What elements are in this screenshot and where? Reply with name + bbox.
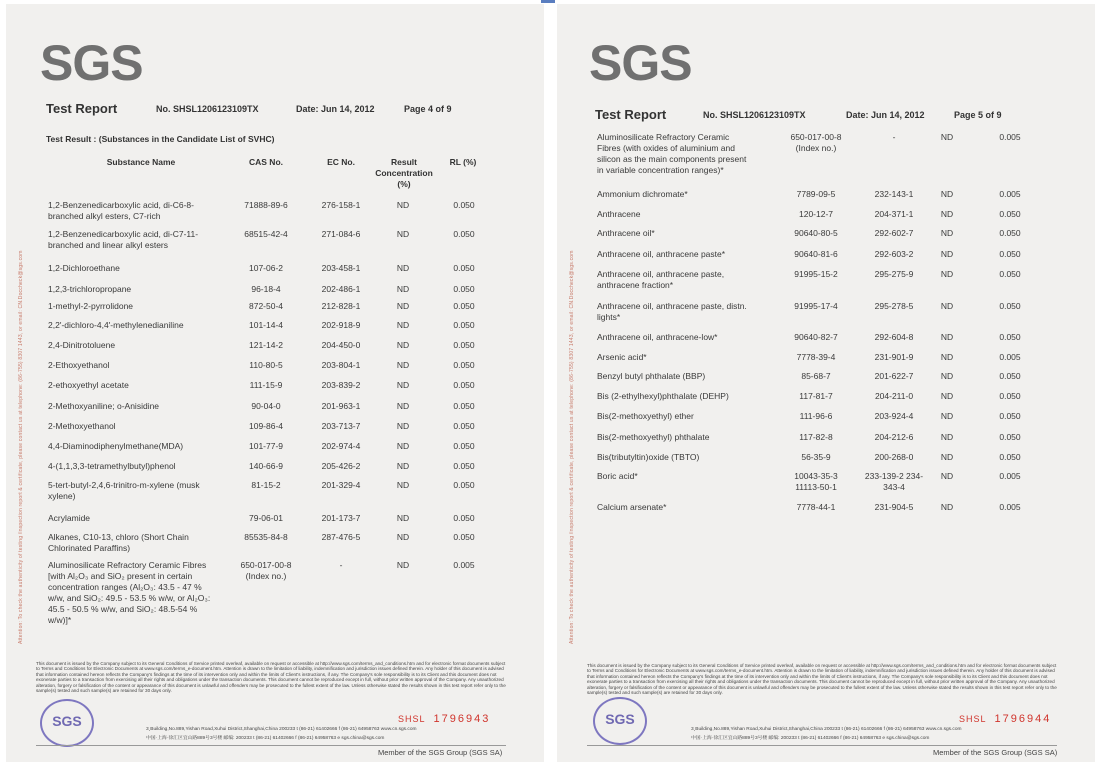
cas-number-cell: 85-68-7: [801, 371, 831, 381]
substance-name-cell: Anthracene oil, anthracene-low*: [597, 332, 718, 342]
substance-name-cell: Aluminosilicate Refractory Ceramic Fibres [with Al₂O₃ and SiO₂ present in certain concentration ranges (Al₂O₃: 43.5 - 47 % w/w, and SiO₂: 49.5 - 53.5 % w/w, or Al₂O₃: 45.5 - 50.5 % w/w, and SiO₂: 48.5-54 % w/w)]*: [48, 560, 211, 625]
sgs-logo: SGS: [40, 35, 143, 91]
ec-number-cell: 203-839-2: [321, 380, 361, 390]
cas-number-cell: 101-14-4: [248, 320, 284, 330]
reporting-limit-cell: 0.050: [999, 249, 1021, 259]
cas-number-cell: 650-017-00-8 (Index no.): [790, 132, 842, 153]
result-cell: ND: [396, 301, 410, 311]
cas-number-cell: 101-77-9: [248, 441, 284, 451]
substance-name-cell: Calcium arsenate*: [597, 502, 667, 512]
substance-name-cell: Anthracene oil, anthracene paste*: [597, 249, 726, 259]
reporting-limit-cell: 0.050: [999, 432, 1021, 442]
result-cell: ND: [940, 332, 954, 342]
result-cell: ND: [940, 502, 954, 512]
substance-name-cell: 4,4-Diaminodiphenylmethane(MDA): [48, 441, 184, 451]
cas-number-cell: 120-12-7: [798, 209, 834, 219]
legal-disclaimer: This document is issued by the Company subject to its General Conditions of Service printed overleaf, available on request or accessible at http://www.sgs.com/terms_and_conditions.htm and for electronic format documents subject to Terms and Conditions for Electronic Documents at www.sgs.com/terms_e-document.htm. Attention is drawn to the limitation of liability, indemnification and jurisdiction issues defined therein. Any holder of this document is advised that information contained hereon reflects the Company's findings at the time of its intervention only and within the limits of Client's instructions, if any. The Company's sole responsibility is to its Client and this document does not exonerate parties to a transaction from exercising all their rights and obligations under the transaction documents. This document cannot be reproduced except in full, without prior written approval of the Company. Any unauthorized alteration, forgery or falsification of the content or appearance of this document is unlawful and offenders may be prosecuted to the fullest extent of the law. Unless otherwise stated the results shown in this test report refer only to the sample(s) tested and such sample(s) are retained for 30 days only.: [36, 661, 506, 694]
column-header-substance: Substance Name: [106, 157, 176, 167]
cas-number-cell: 91995-15-2: [794, 269, 838, 279]
ec-number-cell: 203-804-1: [321, 360, 361, 370]
result-cell: ND: [940, 209, 954, 219]
reporting-limit-cell: 0.050: [453, 480, 475, 490]
column-header-result: Result Concentration (%): [375, 157, 433, 189]
cas-number-cell: 90640-80-5: [794, 228, 838, 238]
result-cell: ND: [940, 228, 954, 238]
reporting-limit-cell: 0.050: [453, 229, 475, 239]
address-line-cn: 中国·上海·徐汇区宜山路889号3号楼 邮编: 200233 t (86-21) 61402666 f (86-21) 64958763 e sgs.china@sgs.com: [146, 736, 385, 741]
substance-name-cell: Boric acid*: [597, 471, 638, 481]
reporting-limit-cell: 0.005: [999, 502, 1021, 512]
ec-number-cell: 287-476-5: [321, 532, 361, 542]
cas-number-cell: 90640-82-7: [794, 332, 838, 342]
page-number: Page 5 of 9: [954, 110, 1002, 120]
cas-number-cell: 121-14-2: [248, 340, 284, 350]
legal-disclaimer: This document is issued by the Company subject to its General Conditions of Service printed overleaf, available on request or accessible at http://www.sgs.com/terms_and_conditions.htm and for electronic format documents subject to Terms and Conditions for Electronic Documents at www.sgs.com/terms_e-document.htm. Attention is drawn to the limitation of liability, indemnification and jurisdiction issues defined therein. Any holder of this document is advised that information contained hereon reflects the Company's findings at the time of its intervention only and within the limits of Client's instructions, if any. The Company's sole responsibility is to its Client and this document does not exonerate parties to a transaction from exercising all their rights and obligations under the transaction documents. This document cannot be reproduced except in full, without prior written approval of the Company. Any unauthorized alteration, forgery or falsification of the content or appearance of this document is unlawful and offenders may be prosecuted to the fullest extent of the law. Unless otherwise stated the results shown in this test report refer only to the sample(s) tested and such sample(s) are retained for 30 days only.: [587, 663, 1057, 696]
address-line-en: 3˳Building,No.889,Yishan Road,Xuhui District,Shanghai,China 200233 t (86-21) 61402666 f (86-21) 64958763 www.cn.sgs.com: [691, 727, 962, 732]
substance-name-cell: Benzyl butyl phthalate (BBP): [597, 371, 706, 381]
reporting-limit-cell: 0.050: [453, 401, 475, 411]
ec-number-cell: 204-371-1: [874, 209, 914, 219]
substance-name-cell: Anthracene oil, anthracene paste, distn. lights*: [597, 301, 747, 322]
cas-number-cell: 109-86-4: [248, 421, 284, 431]
result-cell: ND: [940, 452, 954, 462]
cas-number-cell: 56-35-9: [801, 452, 831, 462]
ec-number-cell: 212-828-1: [321, 301, 361, 311]
result-cell: ND: [396, 480, 410, 490]
cas-number-cell: 117-82-8: [799, 432, 833, 442]
substance-name-cell: 2-Methoxyaniline; o-Anisidine: [48, 401, 160, 411]
result-cell: ND: [396, 401, 410, 411]
sgs-stamp: SGS: [593, 697, 647, 745]
substance-name-cell: 1,2-Benzenedicarboxylic acid, di-C7-11-branched and linear alkyl esters: [48, 229, 199, 250]
result-cell: ND: [396, 340, 410, 350]
serial-label: SHSL: [398, 714, 426, 724]
substance-name-cell: Aluminosilicate Refractory Ceramic Fibres (with oxides of aluminium and silicon as the main components present in variable concentration ranges)*: [597, 132, 747, 175]
substance-name-cell: Bis(tributyltin)oxide (TBTO): [597, 452, 700, 462]
result-cell: ND: [940, 411, 954, 421]
cas-number-cell: 107-06-2: [248, 263, 284, 273]
serial-number: [959, 713, 1051, 725]
ec-number-cell: -: [892, 132, 896, 142]
reporting-limit-cell: 0.050: [453, 421, 475, 431]
substance-name-cell: 2-Ethoxyethanol: [48, 360, 110, 370]
substance-name-cell: Anthracene: [597, 209, 641, 219]
ec-number-cell: 232-143-1: [874, 189, 914, 199]
result-cell: ND: [396, 229, 410, 239]
reporting-limit-cell: 0.050: [453, 301, 475, 311]
substance-name-cell: 5-tert-butyl-2,4,6-trinitro-m-xylene (musk xylene): [48, 480, 200, 501]
ec-number-cell: 205-426-2: [321, 461, 361, 471]
result-cell: ND: [396, 380, 410, 390]
substance-name-cell: Bis(2-methoxyethyl) ether: [597, 411, 694, 421]
reporting-limit-cell: 0.005: [999, 189, 1021, 199]
reporting-limit-cell: 0.050: [999, 332, 1021, 342]
ec-number-cell: 203-458-1: [321, 263, 361, 273]
report-title: Test Report: [595, 107, 667, 122]
reporting-limit-cell: 0.005: [999, 471, 1021, 481]
reporting-limit-cell: 0.050: [999, 411, 1021, 421]
result-cell: ND: [396, 461, 410, 471]
result-cell: ND: [940, 249, 954, 259]
substance-name-cell: Alkanes, C10-13, chloro (Short Chain Chlorinated Paraffins): [48, 532, 189, 553]
result-cell: ND: [940, 432, 954, 442]
ec-number-cell: 292-604-8: [874, 332, 914, 342]
cas-number-cell: 117-81-7: [799, 391, 833, 401]
result-cell: ND: [396, 421, 410, 431]
result-cell: ND: [396, 263, 410, 273]
cas-number-cell: 85535-84-8: [244, 532, 288, 542]
substance-name-cell: 1,2-Benzenedicarboxylic acid, di-C6-8-branched alkyl esters, C7-rich: [48, 200, 194, 221]
result-cell: ND: [940, 189, 954, 199]
substance-name-cell: Anthracene oil, anthracene paste, anthracene fraction*: [597, 269, 725, 290]
reporting-limit-cell: 0.050: [453, 284, 475, 294]
cas-number-cell: 140-66-9: [248, 461, 284, 471]
report-date: Date: Jun 14, 2012: [846, 110, 925, 120]
result-cell: ND: [940, 132, 954, 142]
ec-number-cell: 233-139-2 234-343-4: [864, 471, 924, 492]
reporting-limit-cell: 0.050: [453, 461, 475, 471]
footer-rule: [587, 745, 1057, 746]
substance-name-cell: Bis(2-methoxyethyl) phthalate: [597, 432, 710, 442]
substance-name-cell: Bis (2-ethylhexyl)phthalate (DEHP): [597, 391, 729, 401]
column-header-ec: EC No.: [327, 157, 355, 167]
ec-number-cell: -: [339, 560, 343, 570]
substance-name-cell: 1-methyl-2-pyrrolidone: [48, 301, 134, 311]
cas-number-cell: 68515-42-4: [244, 229, 288, 239]
cas-number-cell: 7778-44-1: [796, 502, 836, 512]
result-cell: ND: [940, 471, 954, 481]
ec-number-cell: 292-603-2: [874, 249, 914, 259]
cas-number-cell: 96-18-4: [251, 284, 281, 294]
ec-number-cell: 202-974-4: [321, 441, 361, 451]
reporting-limit-cell: 0.050: [999, 301, 1021, 311]
serial-label: SHSL: [959, 714, 987, 724]
column-header-rl: RL (%): [449, 157, 477, 167]
report-date: Date: Jun 14, 2012: [296, 104, 375, 114]
cas-number-cell: 81-15-2: [251, 480, 281, 490]
reporting-limit-cell: 0.050: [453, 263, 475, 273]
ec-number-cell: 203-924-4: [874, 411, 914, 421]
reporting-limit-cell: 0.005: [999, 132, 1021, 142]
cas-number-cell: 71888-89-6: [244, 200, 288, 210]
result-cell: ND: [940, 269, 954, 279]
reporting-limit-cell: 0.050: [999, 391, 1021, 401]
cas-number-cell: 90640-81-6: [794, 249, 838, 259]
cas-number-cell: 872-50-4: [248, 301, 284, 311]
sgs-stamp: SGS: [40, 699, 94, 747]
result-cell: ND: [396, 284, 410, 294]
ec-number-cell: 201-329-4: [321, 480, 361, 490]
ec-number-cell: 276-158-1: [321, 200, 361, 210]
result-cell: ND: [396, 560, 410, 570]
reporting-limit-cell: 0.050: [453, 513, 475, 523]
substance-name-cell: 2,2'-dichloro-4,4'-methylenedianiline: [48, 320, 184, 330]
result-cell: ND: [396, 532, 410, 542]
member-line: Member of the SGS Group (SGS SA): [378, 748, 503, 757]
reporting-limit-cell: 0.005: [999, 352, 1021, 362]
substance-name-cell: 2-ethoxyethyl acetate: [48, 380, 129, 390]
ec-number-cell: 204-450-0: [321, 340, 361, 350]
cas-number-cell: 7789-09-5: [796, 189, 836, 199]
reporting-limit-cell: 0.050: [999, 228, 1021, 238]
cas-number-cell: 79-06-01: [248, 513, 284, 523]
ec-number-cell: 200-268-0: [874, 452, 914, 462]
cas-number-cell: 111-15-9: [249, 380, 283, 390]
authenticity-side-note: Attention: To check the authenticity of testing /inspection report & certificate, please contact us at telephone: (86-755) 8307 1443, or email: CN.Doccheck@sgs.com: [569, 250, 575, 644]
result-cell: ND: [396, 320, 410, 330]
ec-number-cell: 202-486-1: [321, 284, 361, 294]
substance-name-cell: 2,4-Dinitrotoluene: [48, 340, 116, 350]
report-page-5: [557, 4, 1095, 762]
result-cell: ND: [940, 391, 954, 401]
top-edge-mark: [541, 0, 555, 3]
sgs-logo: SGS: [589, 35, 692, 91]
report-number: No. SHSL1206123109TX: [703, 110, 806, 120]
ec-number-cell: 295-275-9: [874, 269, 914, 279]
serial-value: 1796944: [994, 713, 1052, 725]
reporting-limit-cell: 0.050: [453, 380, 475, 390]
substance-name-cell: Ammonium dichromate*: [597, 189, 688, 199]
cas-number-cell: 10043-35-3 11113-50-1: [794, 471, 838, 492]
result-cell: ND: [940, 301, 954, 311]
substance-name-cell: Arsenic acid*: [597, 352, 647, 362]
ec-number-cell: 204-212-6: [874, 432, 914, 442]
report-title: Test Report: [46, 101, 118, 116]
substance-name-cell: 2-Methoxyethanol: [48, 421, 116, 431]
ec-number-cell: 231-904-5: [874, 502, 914, 512]
reporting-limit-cell: 0.050: [999, 371, 1021, 381]
ec-number-cell: 202-918-9: [321, 320, 361, 330]
reporting-limit-cell: 0.050: [453, 200, 475, 210]
substance-name-cell: 1,2,3-trichloropropane: [48, 284, 132, 294]
cas-number-cell: 650-017-00-8 (Index no.): [240, 560, 292, 581]
reporting-limit-cell: 0.005: [453, 560, 475, 570]
authenticity-side-note: Attention: To check the authenticity of testing /inspection report & certificate, please contact us at telephone: (86-755) 8307 1443, or email: CN.Doccheck@sgs.com: [18, 250, 24, 644]
cas-number-cell: 7778-39-4: [796, 352, 836, 362]
cas-number-cell: 111-96-6: [799, 411, 833, 421]
serial-value: 1796943: [433, 713, 491, 725]
substance-name-cell: Acrylamide: [48, 513, 91, 523]
reporting-limit-cell: 0.050: [453, 340, 475, 350]
serial-number: [398, 713, 490, 725]
reporting-limit-cell: 0.050: [453, 320, 475, 330]
ec-number-cell: 201-622-7: [874, 371, 914, 381]
reporting-limit-cell: 0.050: [999, 269, 1021, 279]
address-line-en: 3˳Building,No.889,Yishan Road,Xuhui District,Shanghai,China 200233 t (86-21) 61402666 f (86-21) 64958763 www.cn.sgs.com: [146, 727, 417, 732]
ec-number-cell: 295-278-5: [874, 301, 914, 311]
result-cell: ND: [396, 360, 410, 370]
result-cell: ND: [940, 352, 954, 362]
ec-number-cell: 201-963-1: [321, 401, 361, 411]
section-title: Test Result : (Substances in the Candidate List of SVHC): [46, 134, 275, 144]
ec-number-cell: 204-211-0: [874, 391, 914, 401]
report-page-4: [6, 4, 544, 762]
address-line-cn: 中国·上海·徐汇区宜山路889号3号楼 邮编: 200233 t (86-21) 61402666 f (86-21) 64958763 e sgs.china@sgs.com: [691, 736, 930, 741]
cas-number-cell: 90-04-0: [251, 401, 281, 411]
reporting-limit-cell: 0.050: [453, 441, 475, 451]
ec-number-cell: 203-713-7: [321, 421, 361, 431]
result-cell: ND: [396, 200, 410, 210]
page-number: Page 4 of 9: [404, 104, 452, 114]
ec-number-cell: 201-173-7: [321, 513, 361, 523]
member-line: Member of the SGS Group (SGS SA): [933, 748, 1058, 757]
substance-name-cell: 1,2-Dichloroethane: [48, 263, 120, 273]
substance-name-cell: Anthracene oil*: [597, 228, 655, 238]
report-number: No. SHSL1206123109TX: [156, 104, 259, 114]
cas-number-cell: 110-80-5: [249, 360, 283, 370]
reporting-limit-cell: 0.050: [999, 209, 1021, 219]
ec-number-cell: 292-602-7: [874, 228, 914, 238]
substance-name-cell: 4-(1,1,3,3-tetramethylbutyl)phenol: [48, 461, 176, 471]
reporting-limit-cell: 0.050: [453, 360, 475, 370]
reporting-limit-cell: 0.050: [999, 452, 1021, 462]
footer-rule: [36, 745, 506, 746]
result-cell: ND: [396, 441, 410, 451]
cas-number-cell: 91995-17-4: [794, 301, 838, 311]
result-cell: ND: [940, 371, 954, 381]
ec-number-cell: 271-084-6: [321, 229, 361, 239]
ec-number-cell: 231-901-9: [874, 352, 914, 362]
reporting-limit-cell: 0.050: [453, 532, 475, 542]
result-cell: ND: [396, 513, 410, 523]
column-header-cas: CAS No.: [249, 157, 283, 167]
